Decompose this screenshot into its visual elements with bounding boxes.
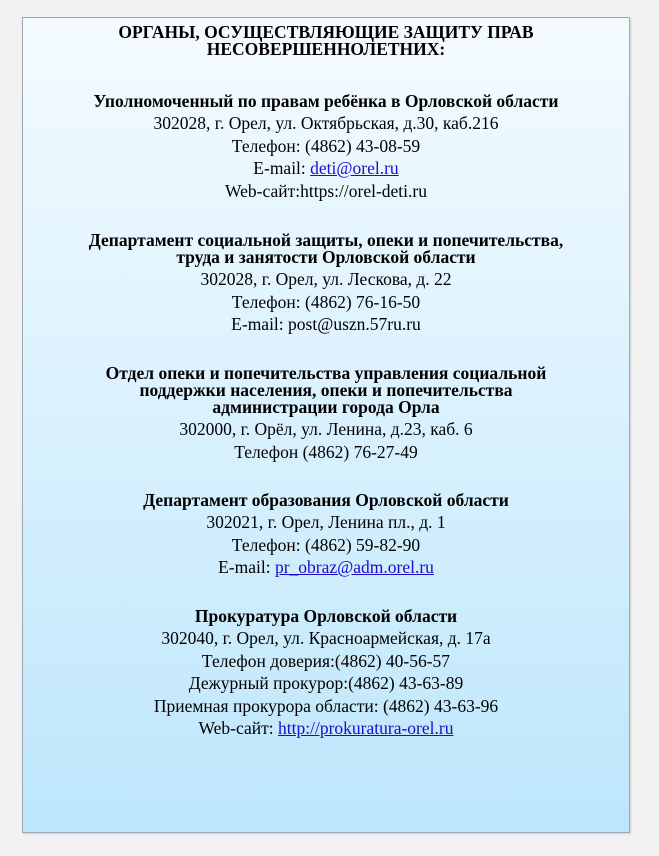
email-label: E-mail: (253, 158, 311, 178)
section-heading: Уполномоченный по правам ребёнка в Орловской области (93, 91, 559, 111)
page-title-line: НЕСОВЕРШЕННОЛЕТНИХ: (206, 39, 446, 59)
section-heading: Прокуратура Орловской области (194, 606, 458, 626)
phone: Телефон (4862) 76-27-49 (234, 441, 418, 462)
page-title-line: ОРГАНЫ, ОСУЩЕСТВЛЯЮЩИЕ ЗАЩИТУ ПРАВ (118, 22, 534, 42)
website: Web-сайт:https://orel-deti.ru (225, 180, 427, 201)
page-title (23, 24, 629, 58)
website-link[interactable]: http://prokuratura-orel.ru (278, 718, 454, 738)
address: 302040, г. Орел, ул. Красноармейская, д. 17а (161, 628, 491, 648)
document-page (22, 17, 630, 833)
section-heading: труда и занятости Орловской области (176, 247, 476, 267)
address: 302000, г. Орёл, ул. Ленина, д.23, каб. 6 (179, 419, 473, 439)
address: 302028, г. Орел, ул. Октябрьская, д.30, каб.216 (153, 113, 499, 133)
email-link[interactable]: deti@orel.ru (310, 158, 399, 178)
section-heading: администрации города Орла (212, 397, 440, 417)
section-prosecutor (23, 608, 629, 740)
section-child-ombudsman (23, 93, 629, 202)
address: 302028, г. Орел, ул. Лескова, д. 22 (200, 269, 452, 289)
phone: Телефон: (4862) 43-08-59 (231, 135, 421, 156)
email-label: E-mail: (218, 557, 275, 577)
section-heading: Департамент образования Орловской области (143, 490, 509, 510)
reception-phone: Приемная прокурора области: (4862) 43-63-96 (153, 695, 499, 716)
duty-prosecutor-phone: Дежурный прокурор:(4862) 43-63-89 (188, 673, 464, 693)
email-line (23, 556, 629, 579)
section-education-dept (23, 492, 629, 579)
section-heading: Отдел опеки и попечительства управления социальной (105, 363, 547, 383)
phone: Телефон: (4862) 59-82-90 (231, 534, 421, 555)
email-line (23, 157, 629, 180)
phone: Телефон: (4862) 76-16-50 (231, 291, 421, 312)
hotline-phone: Телефон доверия:(4862) 40-56-57 (201, 650, 451, 671)
section-heading: Департамент социальной защиты, опеки и попечительства, (88, 230, 564, 250)
address: 302021, г. Орел, Ленина пл., д. 1 (206, 512, 446, 532)
section-social-protection (23, 232, 629, 336)
section-heading: поддержки населения, опеки и попечительства (139, 380, 513, 400)
website-label: Web-сайт: (198, 718, 279, 738)
email-link[interactable]: pr_obraz@adm.orel.ru (274, 557, 434, 577)
section-guardianship-dept (23, 365, 629, 463)
email-line: E-mail: post@uszn.57ru.ru (231, 314, 421, 334)
website-line (23, 717, 629, 740)
